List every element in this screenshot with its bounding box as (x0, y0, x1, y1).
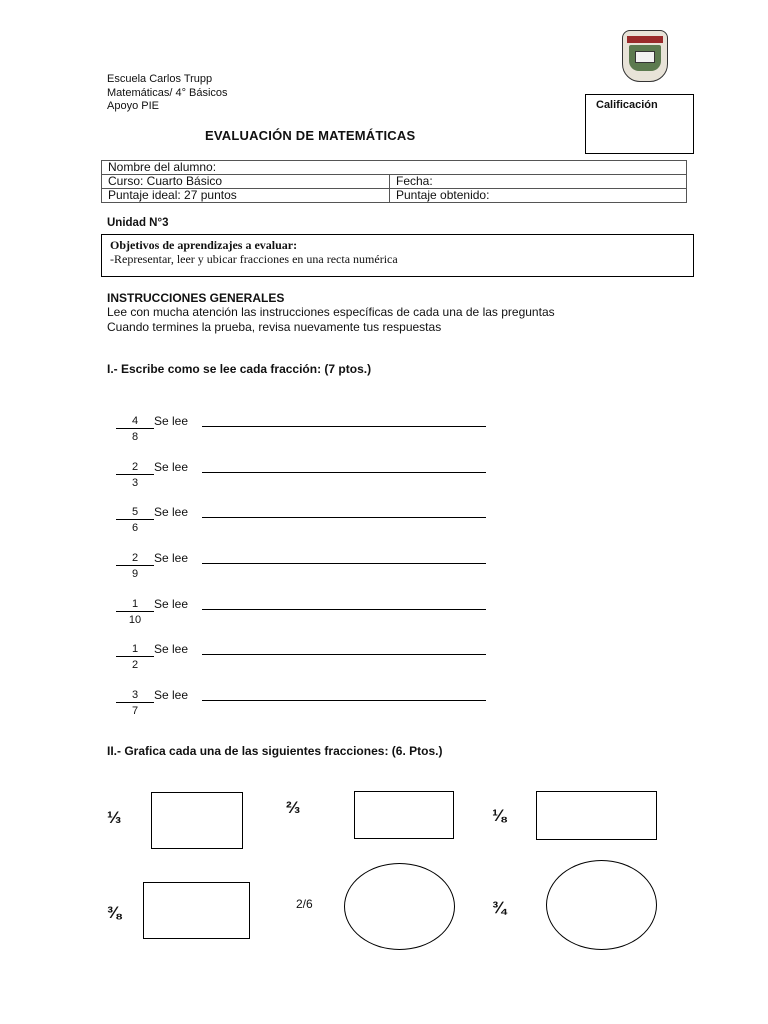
date-field[interactable]: Fecha: (390, 175, 687, 189)
fraction-denominator: 9 (131, 568, 139, 580)
fraction-label: ¾ (492, 898, 507, 917)
instructions-line-2: Cuando termines la prueba, revisa nuevamente tus respuestas (107, 320, 442, 334)
fraction-numerator: 4 (116, 415, 154, 429)
fraction-label: ⅜ (107, 903, 122, 922)
instructions-title: INSTRUCCIONES GENERALES (107, 291, 285, 305)
fraction-numerator: 2 (116, 461, 154, 475)
student-name-field[interactable]: Nombre del alumno: (102, 161, 687, 175)
answer-line[interactable] (202, 426, 486, 427)
answer-line[interactable] (202, 654, 486, 655)
unit-heading: Unidad N°3 (107, 217, 169, 229)
answer-line[interactable] (202, 472, 486, 473)
answer-line[interactable] (202, 609, 486, 610)
fraction-label: ⅛ (492, 806, 507, 825)
graph-rectangle[interactable] (143, 882, 250, 939)
fraction-denominator: 8 (131, 431, 139, 443)
answer-line[interactable] (202, 563, 486, 564)
fraction-label: ⅔ (286, 798, 301, 817)
graph-rectangle[interactable] (536, 791, 657, 840)
fraction-numerator: 2 (116, 552, 154, 566)
read-as-label: Se lee (154, 551, 189, 565)
fraction-denominator: 2 (131, 659, 139, 671)
read-as-label: Se lee (154, 460, 189, 474)
fraction-denominator: 7 (131, 705, 139, 717)
course-field: Curso: Cuarto Básico (102, 175, 390, 189)
school-name: Escuela Carlos Trupp (107, 73, 213, 85)
graph-rectangle[interactable] (354, 791, 454, 839)
read-as-label: Se lee (154, 642, 189, 656)
read-as-label: Se lee (154, 688, 189, 702)
school-crest-logo (622, 30, 668, 82)
ideal-score-field: Puntaje ideal: 27 puntos (102, 189, 390, 203)
fraction-label: ⅓ (107, 808, 122, 827)
fraction-denominator: 6 (131, 522, 139, 534)
objectives-title: Objetivos de aprendizajes a evaluar: (110, 238, 298, 252)
grade-box (585, 94, 694, 154)
graph-circle[interactable] (546, 860, 657, 950)
fraction-numerator: 1 (116, 643, 154, 657)
answer-line[interactable] (202, 517, 486, 518)
fraction-numerator: 5 (116, 506, 154, 520)
question-row (116, 552, 496, 592)
obtained-score-field[interactable]: Puntaje obtenido: (390, 189, 687, 203)
grade-label: Calificación (596, 99, 658, 111)
question-row (116, 415, 496, 455)
graph-rectangle[interactable] (151, 792, 243, 849)
question-row (116, 506, 496, 546)
page-title: EVALUACIÓN DE MATEMÁTICAS (205, 128, 416, 143)
program-line: Apoyo PIE (107, 100, 159, 112)
read-as-label: Se lee (154, 597, 189, 611)
graph-circle[interactable] (344, 863, 455, 950)
fraction-numerator: 3 (116, 689, 154, 703)
fraction-label: 2/6 (296, 897, 313, 911)
course-line: Matemáticas/ 4° Básicos (107, 87, 228, 99)
read-as-label: Se lee (154, 505, 189, 519)
section-2-title: II.- Grafica cada una de las siguientes fracciones: (6. Ptos.) (107, 744, 443, 758)
question-row (116, 598, 496, 638)
objectives-item: -Representar, leer y ubicar fracciones en una recta numérica (110, 252, 398, 266)
objectives-box (101, 234, 694, 277)
question-row (116, 689, 496, 729)
read-as-label: Se lee (154, 414, 189, 428)
fraction-numerator: 1 (116, 598, 154, 612)
instructions-line-1: Lee con mucha atención las instrucciones específicas de cada una de las preguntas (107, 305, 555, 319)
fraction-denominator: 3 (131, 477, 139, 489)
question-row (116, 643, 496, 683)
answer-line[interactable] (202, 700, 486, 701)
fraction-denominator: 10 (128, 614, 142, 626)
section-1-title: I.- Escribe como se lee cada fracción: (7 ptos.) (107, 362, 372, 376)
student-info-table (101, 160, 687, 203)
question-row (116, 461, 496, 501)
